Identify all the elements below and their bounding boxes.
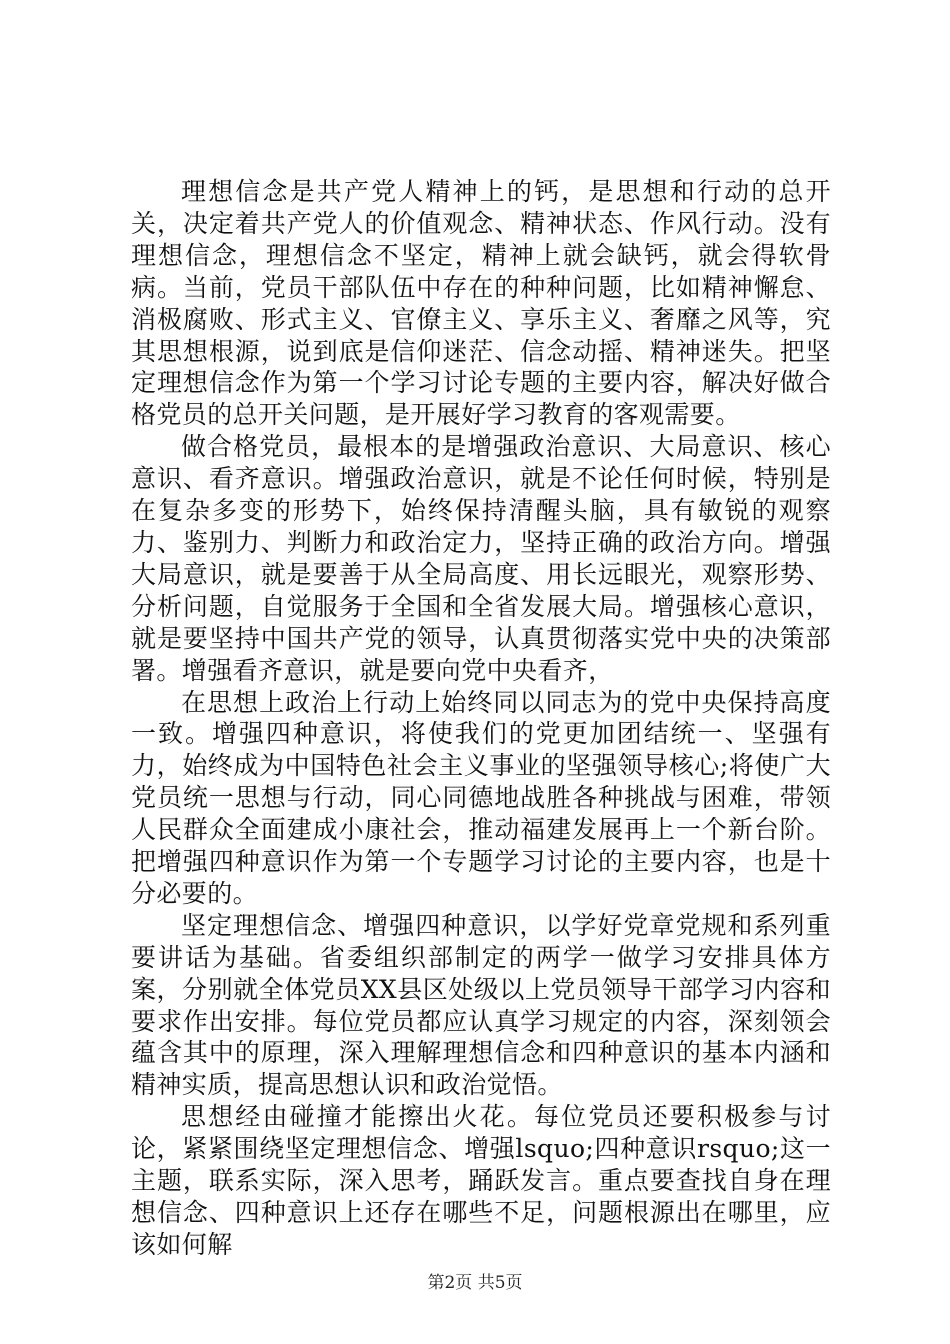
document-body bbox=[131, 176, 831, 1261]
paragraph-5: 思想经由碰撞才能擦出火花。每位党员还要积极参与讨论，紧紧围绕坚定理想信念、增强lsquo;四种意识rsquo;这一主题，联系实际，深入思考，踊跃发言。重点要查找自身在理想信念、四种意识上还存在哪些不足，问题根源出在哪里，应该如何解 bbox=[131, 1102, 831, 1259]
paragraph-2: 做合格党员，最根本的是增强政治意识、大局意识、核心意识、看齐意识。增强政治意识，就是不论任何时候，特别是在复杂多变的形势下，始终保持清醒头脑，具有敏锐的观察力、鉴别力、判断力和政治定力，坚持正确的政治方向。增强大局意识，就是要善于从全局高度、用长远眼光，观察形势、分析问题，自觉服务于全国和全省发展大局。增强核心意识，就是要坚持中国共产党的领导，认真贯彻落实党中央的决策部署。增强看齐意识，就是要向党中央看齐， bbox=[131, 432, 831, 685]
paragraph-3: 在思想上政治上行动上始终同以同志为的党中央保持高度一致。增强四种意识，将使我们的党更加团结统一、坚强有力，始终成为中国特色社会主义事业的坚强领导核心;将使广大党员统一思想与行动，同心同德地战胜各种挑战与困难，带领人民群众全面建成小康社会，推动福建发展再上一个新台阶。把增强四种意识作为第一个专题学习讨论的主要内容，也是十分必要的。 bbox=[131, 687, 831, 908]
paragraph-4: 坚定理想信念、增强四种意识，以学好党章党规和系列重要讲话为基础。省委组织部制定的两学一做学习安排具体方案，分别就全体党员XX县区处级以上党员领导干部学习内容和要求作出安排。每位党员都应认真学习规定的内容，深刻领会蕴含其中的原理，深入理解理想信念和四种意识的基本内涵和精神实质，提高思想认识和政治觉悟。 bbox=[131, 910, 831, 1100]
paragraph-1: 理想信念是共产党人精神上的钙，是思想和行动的总开关，决定着共产党人的价值观念、精神状态、作风行动。没有理想信念，理想信念不坚定，精神上就会缺钙，就会得软骨病。当前，党员干部队伍中存在的种种问题，比如精神懈怠、消极腐败、形式主义、官僚主义、享乐主义、奢靡之风等，究其思想根源，说到底是信仰迷茫、信念动摇、精神迷失。把坚定理想信念作为第一个学习讨论专题的主要内容，解决好做合格党员的总开关问题，是开展好学习教育的客观需要。 bbox=[131, 177, 831, 430]
page-footer: 第2页 共5页 bbox=[427, 1273, 523, 1293]
